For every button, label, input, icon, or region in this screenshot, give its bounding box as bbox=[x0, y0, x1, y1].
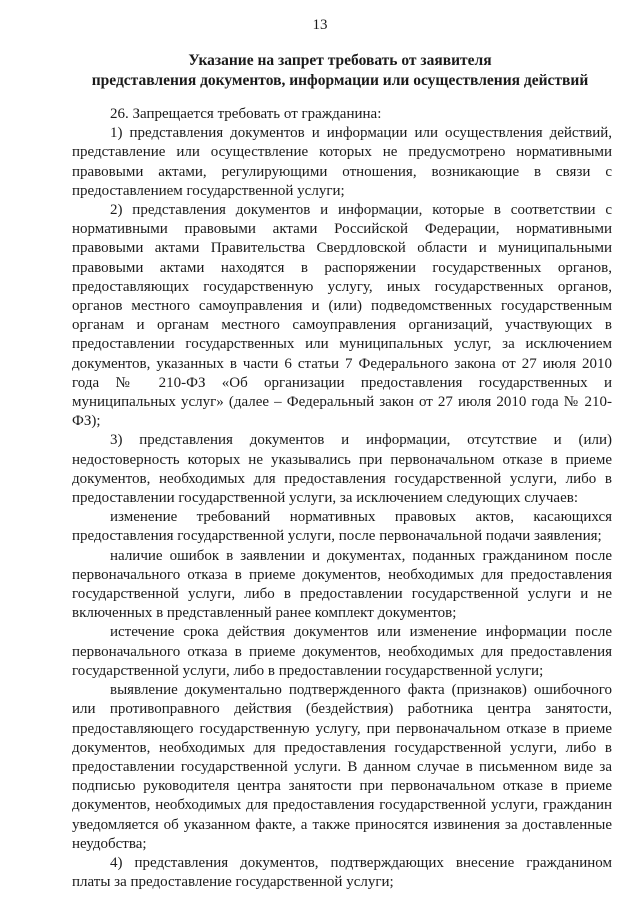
paragraph-case-3: истечение срока действия документов или изменение информации после первоначального отказа в приеме документов, необходимых для предоставления государственной услуги, либо в предоставлении государственной услуги; bbox=[72, 624, 612, 679]
paragraph-item-3: 3) представления документов и информации, отсутствие и (или) недостоверность которых не указывались при первоначальном отказе в приеме документов, необходимых для предоставления государственной услуги, либо в предоставлении государственной услуги, за исключением следующих случаев: bbox=[72, 432, 612, 507]
page-number: 13 bbox=[312, 17, 328, 33]
paragraph-26-intro: 26. Запрещается требовать от гражданина: bbox=[110, 106, 382, 122]
paragraph-case-4: выявление документально подтвержденного факта (признаков) ошибочного или противоправного действия (бездействия) работника центра занятости, предоставляющего государственную услугу, при первоначальном отказе в приеме документов, необходимых для предоставления государственной услуги, либо в предоставлении государственной услуги. В данном случае в письменном виде за подписью руководителя центра занятости при первоначальном отказе в приеме документов, необходимых для предоставления государственной услуги, гражданин уведомляется об указанном факте, а также приносятся извинения за доставленные неудобства; bbox=[72, 682, 612, 852]
paragraph-item-4: 4) представления документов, подтверждающих внесение гражданином платы за предоставление государственной услуги; bbox=[72, 854, 612, 891]
section-heading bbox=[70, 51, 610, 91]
section-heading-line-2: представления документов, информации или осуществления действий bbox=[91, 72, 589, 89]
paragraph-case-1: изменение требований нормативных правовых актов, касающихся предоставления государственной услуги, после первоначальной подачи заявления; bbox=[72, 509, 612, 545]
section-heading-line-1: Указание на запрет требовать от заявителя bbox=[188, 52, 492, 69]
paragraph-item-2: 2) представления документов и информации, которые в соответствии с нормативными правовыми актами Российской Федерации, нормативными правовыми актами Правительства Свердловской области и муниципальными правовыми актами находятся в распоряжении государственных органов, предоставляющих государственную услугу, иных государственных органов, органов местного самоуправления и (или) подведомственных государственным органам и органам местного самоуправления организаций, участвующих в предоставлении государственных или муниципальных услуг, за исключением документов, указанных в части 6 статьи 7 Федерального закона от 27 июля 2010 года № 210-ФЗ «Об организации предоставления государственных и муниципальных услуг» (далее – Федеральный закон от 27 июля 2010 года № 210-ФЗ); bbox=[72, 202, 612, 430]
paragraph-item-1: 1) представления документов и информации или осуществления действий, представление или осуществление которых не предусмотрено нормативными правовыми актами, регулирующими отношения, возникающие в связи с предоставлением государственной услуги; bbox=[72, 125, 612, 199]
paragraph-case-2: наличие ошибок в заявлении и документах, поданных гражданином после первоначального отказа в приеме документов, необходимых для предоставления государственной услуги, либо в предоставлении государственной услуги и не включенных в представленный ранее комплект документов; bbox=[72, 547, 612, 622]
document-body bbox=[72, 105, 612, 892]
